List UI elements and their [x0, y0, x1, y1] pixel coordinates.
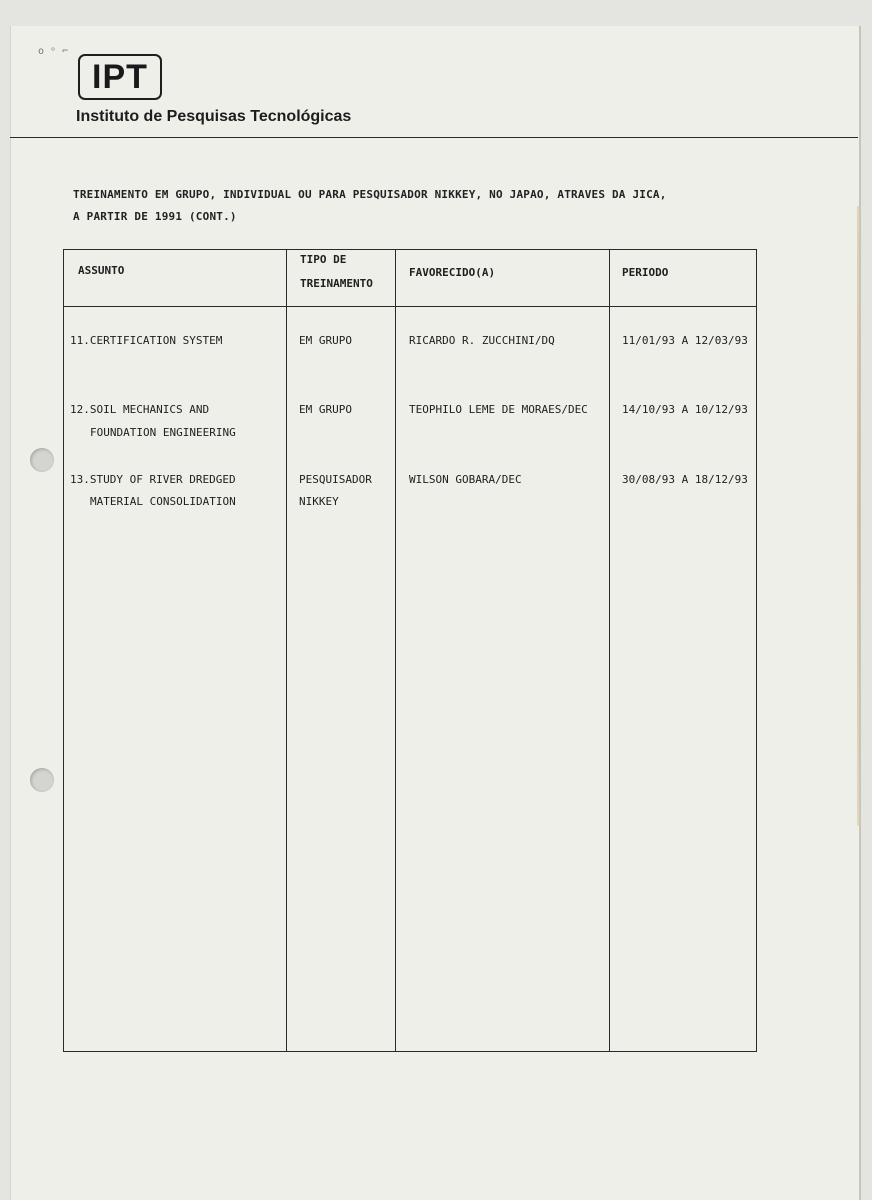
row-periodo: 11/01/93 A 12/03/93 — [622, 334, 748, 347]
row-tipo-line2: NIKKEY — [299, 495, 339, 508]
row-periodo: 14/10/93 A 10/12/93 — [622, 403, 748, 416]
row-periodo: 30/08/93 A 18/12/93 — [622, 473, 748, 486]
logo-text: IPT — [92, 57, 148, 96]
table-header-rule — [63, 306, 757, 307]
row-tipo-line1: EM GRUPO — [299, 334, 352, 347]
heading-line-1: TREINAMENTO EM GRUPO, INDIVIDUAL OU PARA PESQUISADOR NIKKEY, NO JAPAO, ATRAVES DA JICA, — [73, 188, 667, 201]
table-border-bottom — [63, 1051, 757, 1052]
ipt-logo — [78, 54, 162, 100]
margin-marks: o ᵒ ⌐ — [38, 46, 69, 57]
row-assunto-line1: 11.CERTIFICATION SYSTEM — [70, 334, 223, 347]
row-favorecido: WILSON GOBARA/DEC — [409, 473, 522, 486]
punch-hole-bottom — [30, 768, 54, 792]
document-heading — [73, 184, 667, 228]
row-assunto-line2: MATERIAL CONSOLIDATION — [90, 495, 236, 508]
header-divider — [10, 137, 858, 138]
row-favorecido: RICARDO R. ZUCCHINI/DQ — [409, 334, 555, 347]
row-tipo-line1: EM GRUPO — [299, 403, 352, 416]
institute-name: Instituto de Pesquisas Tecnológicas — [76, 108, 352, 125]
row-assunto-line1: 13.STUDY OF RIVER DREDGED — [70, 473, 236, 486]
column-divider-3 — [609, 249, 610, 1052]
paper-edge-stain — [857, 206, 860, 826]
column-divider-2 — [395, 249, 396, 1052]
column-header-periodo: PERIODO — [622, 266, 669, 279]
table-border-left — [63, 249, 64, 1052]
column-header-tipo-line1: TIPO DE — [300, 253, 347, 266]
column-divider-1 — [286, 249, 287, 1052]
table-border-right — [756, 249, 757, 1052]
punch-hole-top — [30, 448, 54, 472]
training-table — [63, 249, 757, 1052]
table-border-top — [63, 249, 757, 250]
row-assunto-line2: FOUNDATION ENGINEERING — [90, 426, 236, 439]
column-header-tipo-line2: TREINAMENTO — [300, 277, 373, 290]
row-assunto-line1: 12.SOIL MECHANICS AND — [70, 403, 210, 416]
column-header-assunto: ASSUNTO — [78, 264, 125, 277]
row-favorecido: TEOPHILO LEME DE MORAES/DEC — [409, 403, 588, 416]
column-header-favorecido: FAVORECIDO(A) — [409, 266, 496, 279]
row-tipo-line1: PESQUISADOR — [299, 473, 372, 486]
heading-line-2: A PARTIR DE 1991 (CONT.) — [73, 210, 237, 223]
